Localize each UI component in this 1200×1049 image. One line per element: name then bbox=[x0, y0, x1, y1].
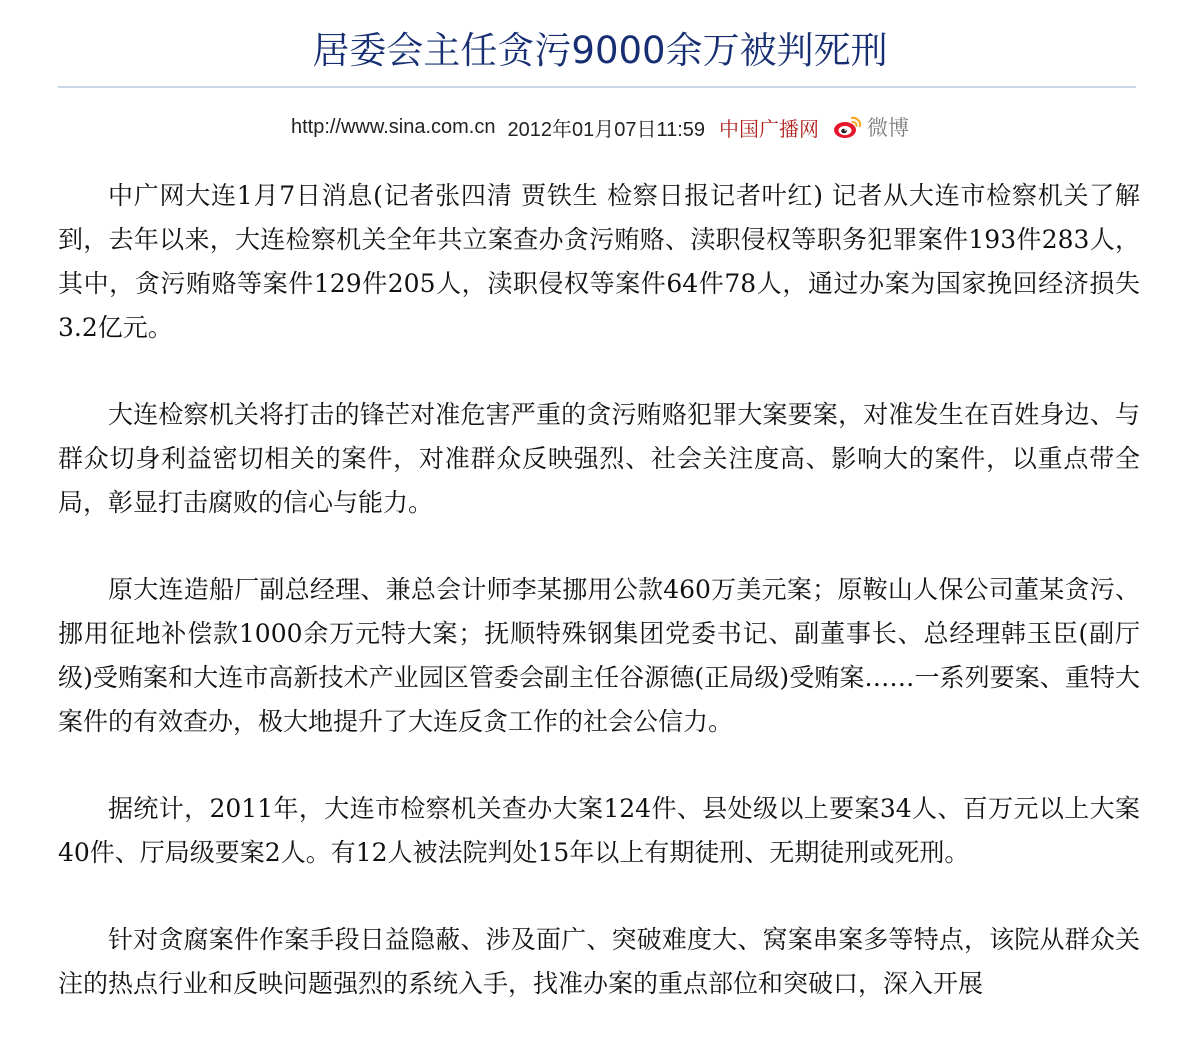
article-body bbox=[58, 174, 1140, 1049]
weibo-share-link[interactable] bbox=[833, 112, 909, 142]
article-title: 居委会主任贪污9000余万被判死刑 bbox=[312, 29, 888, 72]
weibo-label: 微博 bbox=[867, 117, 910, 140]
weibo-icon bbox=[833, 114, 863, 140]
paragraph: 针对贪腐案件作案手段日益隐蔽、涉及面广、突破难度大、窝案串案多等特点，该院从群众关注的热点行业和反映问题强烈的系统入手，找准办案的重点部位和突破口，深入开展 bbox=[58, 925, 1140, 998]
paragraph: 中广网大连1月7日消息(记者张四清 贾铁生 检察日报记者叶红) 记者从大连市检察机关了解到，去年以来，大连检察机关全年共立案查办贪污贿赂、渎职侵权等职务犯罪案件193件283人，其中，贪污贿赂等案件129件205人，渎职侵权等案件64件78人，通过办案为国家挽回经济损失3.2亿元。 bbox=[58, 181, 1140, 342]
paragraph: 据统计，2011年，大连市检察机关查办大案124件、县处级以上要案34人、百万元以上大案40件、厅局级要案2人。有12人被法院判处15年以上有期徒刑、无期徒刑或死刑。 bbox=[58, 794, 1140, 867]
source-link[interactable]: 中国广播网 bbox=[719, 118, 820, 141]
title-divider bbox=[58, 86, 1136, 88]
source-url[interactable]: http://www.sina.com.cn bbox=[290, 115, 496, 138]
article-meta bbox=[0, 110, 1200, 144]
publish-datetime: 2012年01月07日11:59 bbox=[507, 118, 706, 141]
paragraph: 大连检察机关将打击的锋芒对准危害严重的贪污贿赂犯罪大案要案，对准发生在百姓身边、与群众切身利益密切相关的案件，对准群众反映强烈、社会关注度高、影响大的案件，以重点带全局，彰显打击腐败的信心与能力。 bbox=[58, 400, 1140, 517]
paragraph: 原大连造船厂副总经理、兼总会计师李某挪用公款460万美元案；原鞍山人保公司董某贪污、挪用征地补偿款1000余万元特大案；抚顺特殊钢集团党委书记、副董事长、总经理韩玉臣(副厅级)受贿案和大连市高新技术产业园区管委会副主任谷源德(正局级)受贿案……一系列要案、重特大案件的有效查办，极大地提升了大连反贪工作的社会公信力。 bbox=[58, 575, 1140, 736]
